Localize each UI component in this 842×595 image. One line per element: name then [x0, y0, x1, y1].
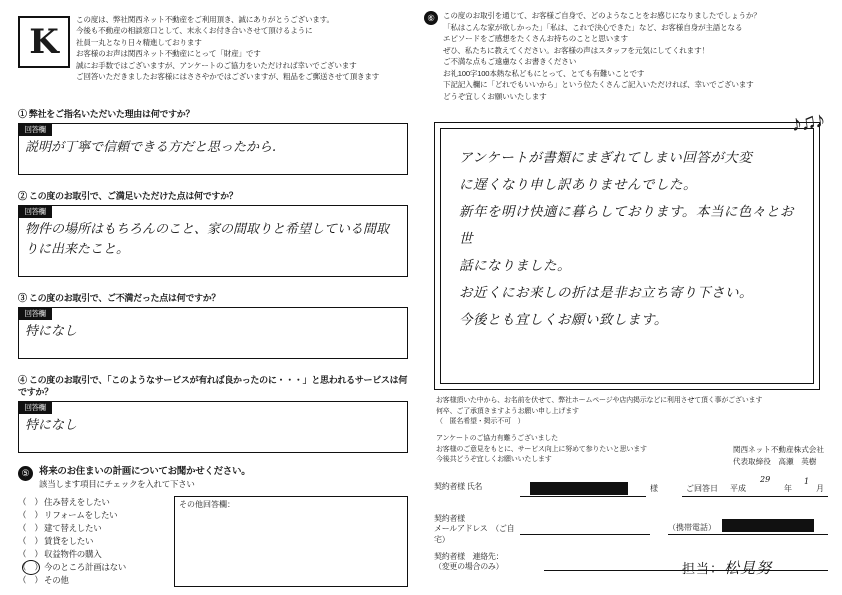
question-3-answer-text: 特になし: [25, 324, 78, 340]
question-4: [18, 374, 408, 453]
date-label: ご回答日: [686, 484, 718, 493]
month-unit: 月: [816, 484, 824, 493]
mail-label-line1: 契約者様: [434, 514, 465, 523]
option-label: 今のところ計画はない: [44, 562, 127, 573]
question-1-answer-wrap: [18, 123, 408, 175]
option-label: リフォームをしたい: [44, 510, 118, 521]
fineprint-line: 何卒、ご了承頂きますようお願い申し上げます: [436, 407, 579, 415]
fineprint-usage-notice: [436, 396, 828, 428]
right-column: [424, 10, 828, 588]
question-1: [18, 108, 408, 175]
question-1-title: [18, 108, 408, 120]
card-line: に遅くなり申し訳ありませんでした。: [459, 177, 697, 193]
question-3-answer-box[interactable]: [18, 307, 408, 359]
question-6-number: ⑥: [424, 11, 438, 25]
intro-text: [76, 14, 408, 82]
year-value: 29: [760, 475, 771, 484]
date-input[interactable]: [682, 496, 828, 497]
checkbox-6[interactable]: （ ）: [18, 575, 43, 586]
question-5: [18, 465, 408, 587]
question-5-title: [39, 465, 250, 492]
handwritten-message-card[interactable]: [434, 106, 825, 390]
fineprint-line: お客様のご意見をもとに、サービス向上に努めて参りたいと思います: [436, 445, 647, 453]
question-6-text: [443, 10, 761, 102]
fineprint-line: アンケートのご協力有難うございました: [436, 435, 558, 442]
q6-line: ご不満な点もご遠慮なくお書きください: [443, 57, 577, 67]
question-2-text: この度のお取引で、ご満足いただけた点は何ですか？: [28, 191, 238, 201]
fineprint-line: お客様頂いた中から、お名前を伏せて、弊社ホームページや店内掲示などに利用させて頂く事がございます: [436, 397, 763, 404]
question-4-answer-box[interactable]: [18, 401, 408, 453]
check-circle-icon: [22, 560, 40, 575]
staff-name: 松見努: [723, 559, 772, 577]
company-logo: [18, 16, 70, 68]
month-value: 1: [804, 477, 810, 486]
question-2-answer-box[interactable]: [18, 205, 408, 277]
mobile-redaction: [722, 519, 814, 532]
contact-label-line2: （変更の場合のみ）: [434, 562, 504, 572]
fineprint-line: 今後共どうぞ宜しくお願いいたします: [436, 456, 552, 463]
checkbox-row[interactable]: [18, 496, 168, 509]
checkbox-5[interactable]: （ ）: [18, 561, 44, 573]
q6-line: 下記記入欄に「どれでもいいから」という位たくさんご記入いただければ、幸いでございます: [443, 80, 754, 90]
question-3-answer-wrap: [18, 307, 408, 359]
question-1-number: ①: [18, 109, 27, 119]
year-unit: 年: [784, 484, 792, 493]
checkbox-row-checked[interactable]: [18, 561, 168, 574]
checkbox-row[interactable]: [18, 522, 168, 535]
option-label: 建て替えしたい: [44, 523, 102, 534]
company-name: 関西ネット不動産株式会社: [732, 445, 824, 454]
question-5-header: [18, 465, 408, 492]
checkbox-2[interactable]: （ ）: [18, 523, 43, 534]
card-line: アンケートが書類にまぎれてしまい回答が大変: [459, 150, 753, 166]
option-label: その他: [44, 575, 69, 586]
name-redaction: [530, 482, 628, 495]
question-1-text: 弊社をご指名いただいた理由は何ですか？: [28, 109, 195, 119]
question-3-text: この度のお取引で、ご不満だった点は何ですか？: [28, 293, 221, 303]
question-3-title: [18, 292, 408, 304]
contact-label: [434, 552, 544, 573]
intro-line: 社員一丸となり日々精進しております: [76, 37, 202, 47]
answer-label: 回答欄: [18, 401, 52, 414]
q6-line: この度のお取引を通じて、お客様ご自身で、どのようなことをお感じになりましたでしょうか？: [443, 11, 761, 20]
question-4-title: [18, 374, 408, 398]
option-label: 収益物件の購入: [44, 549, 102, 560]
other-label: その他回答欄：: [179, 499, 235, 509]
question-6: [424, 10, 828, 102]
question-5-subtitle: 該当します項目にチェックを入れて下さい: [39, 479, 195, 490]
question-3: [18, 292, 408, 359]
intro-line: 今後も不動産の相談窓口として、末永くお付き合いさせて頂けるように: [76, 26, 313, 36]
mobile-input[interactable]: [668, 534, 828, 535]
card-line: お近くにお来しの折は是非お立ち寄り下さい。: [459, 285, 753, 301]
mobile-label: （携帯電話）: [668, 523, 716, 532]
q6-line: どうぞ宜しくお願いいたします: [443, 91, 547, 101]
company-representative: 代表取締役 高瀬 英樹: [732, 457, 817, 467]
question-1-answer-box[interactable]: [18, 123, 408, 175]
question-2-answer-text: 物件の場所はもちろんのこと、家の間取りと希望している間取りに出来たこと。: [25, 222, 390, 258]
checkbox-row[interactable]: [18, 535, 168, 548]
question-5-other-box[interactable]: [174, 496, 408, 587]
question-4-answer-wrap: [18, 401, 408, 453]
question-1-answer-text: 説明が丁寧で信頼できる方だと思ったから.: [25, 140, 277, 156]
staff-in-charge: [682, 557, 772, 578]
checkbox-row[interactable]: [18, 509, 168, 522]
intro-line: ご回答いただきましたお客様にはささやかではございますが、粗品をご郵送させて頂きます: [76, 71, 380, 81]
name-label: 契約者様 氏名: [434, 482, 483, 491]
option-label: 賃貸をしたい: [44, 536, 94, 547]
answer-label: 回答欄: [18, 307, 52, 320]
checkbox-4[interactable]: （ ）: [18, 549, 43, 560]
q6-line: ぜひ、私たちに教えてください。お客様の声はスタッフを元気にしてくれます！: [443, 45, 709, 55]
card-inner-border: [440, 128, 814, 384]
question-4-answer-text: 特になし: [25, 418, 78, 434]
checkbox-3[interactable]: （ ）: [18, 536, 43, 547]
question-5-options: [18, 496, 168, 587]
question-3-number: ③: [18, 293, 27, 303]
question-2-title: [18, 190, 408, 202]
checkbox-0[interactable]: （ ）: [18, 497, 43, 508]
music-notes-icon: ♪♫♪: [788, 106, 825, 137]
card-line: 話になりました。: [459, 258, 571, 274]
option-label: 住み替えをしたい: [44, 497, 110, 508]
fineprint-line: （ 匿名希望・掲示不可 ）: [436, 418, 525, 425]
staff-label: 担当：: [681, 561, 724, 576]
era-label: 平成: [730, 484, 746, 493]
q6-line: エピソードをご感想をたくさんお持ちのことと思います: [443, 34, 628, 44]
intro-line: お客様のお声は関西ネット不動産にとって「財産」です: [76, 49, 261, 59]
logo-letter: K: [29, 22, 59, 62]
question-5-number: ⑤: [18, 466, 33, 481]
card-line: 新年を明け快適に暮らしております。本当に色々とお世: [459, 204, 794, 247]
left-column: [18, 10, 408, 588]
q6-line: 「私はこんな家が欲しかった」「私は、これで決心できた」など、お客様自身が主語となる: [443, 22, 743, 32]
name-suffix: 様: [650, 484, 658, 493]
question-2-answer-wrap: [18, 205, 408, 277]
checkbox-1[interactable]: （ ）: [18, 510, 43, 521]
mail-label: [434, 514, 520, 545]
question-4-text: この度のお取引で、「このようなサービスが有れば良かったのに・・・」と思われるサービスは何ですか？: [18, 375, 408, 398]
question-5-body: [18, 496, 408, 587]
mail-row: [434, 510, 828, 544]
company-signature: [733, 444, 824, 468]
intro-line: 誠にお手数ではございますが、アンケートのご協力をいただければ幸いでございます: [76, 60, 357, 70]
checkbox-row[interactable]: [18, 574, 168, 587]
question-2: [18, 190, 408, 277]
intro-line: この度は、弊社関西ネット不動産をご利用頂き、誠にありがとうございます。: [76, 15, 334, 24]
card-line: 今後とも宜しくお願い致します。: [459, 312, 668, 328]
question-6-header: [424, 10, 828, 102]
answer-label: 回答欄: [18, 123, 52, 136]
question-4-number: ④: [18, 375, 27, 385]
answer-label: 回答欄: [18, 205, 52, 218]
mail-input[interactable]: [520, 534, 650, 535]
q6-line: お礼100字100本熱な私どもにとって、とても有難いことです: [443, 68, 645, 78]
name-input[interactable]: [520, 496, 646, 497]
checkbox-row[interactable]: [18, 548, 168, 561]
question-2-number: ②: [18, 191, 27, 201]
name-date-row: [434, 475, 828, 510]
contact-label-line1: 契約者様 連絡先：: [434, 552, 504, 561]
question-5-title-text: 将来のお住まいの計画についてお聞かせください。: [39, 466, 251, 477]
mail-label-line2: メールアドレス （ご自宅）: [434, 524, 515, 544]
